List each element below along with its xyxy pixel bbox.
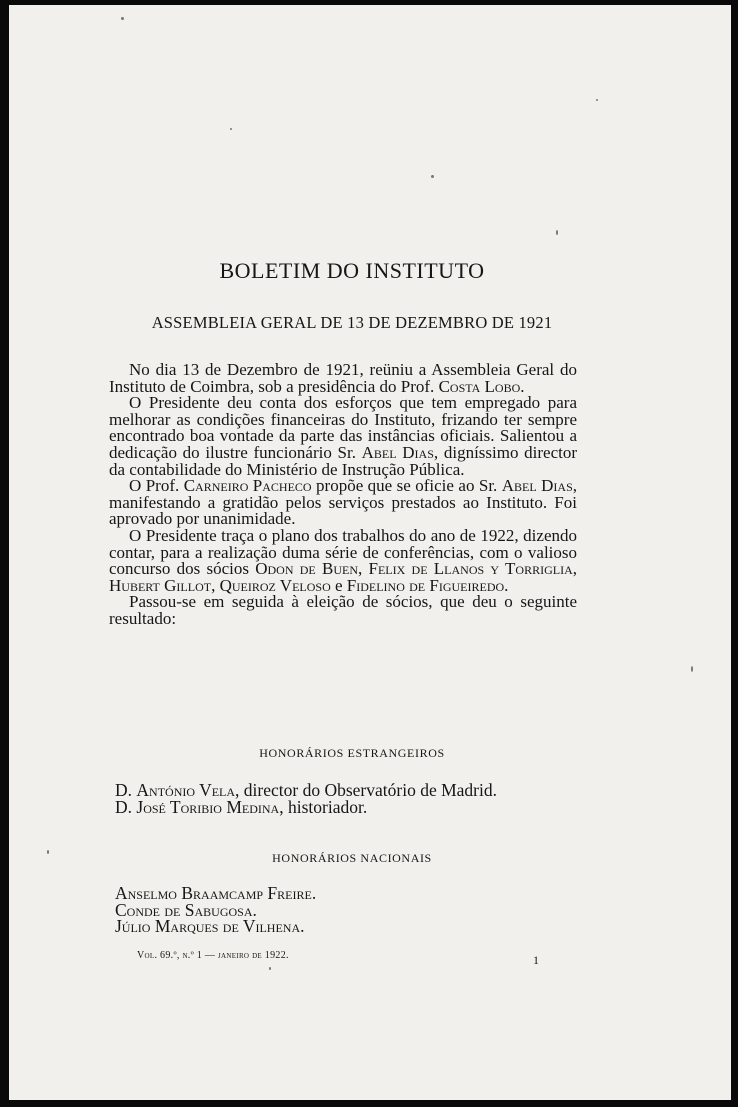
foreign-members-list <box>115 782 497 815</box>
person-name: Abel Dias <box>361 442 434 462</box>
person-name: Fidelino de Figueiredo <box>346 575 505 595</box>
member-description: . <box>311 883 317 903</box>
paragraph-work-plan <box>109 525 577 595</box>
member-name: Anselmo Braamcamp Freire <box>115 883 312 903</box>
paragraph-text: , digníssimo director da contabilidade do Ministério de Instrução Pública. <box>109 442 578 479</box>
paragraph-text: No dia 13 de Dezembro de 1921, reüniu a Assembleia Geral do Instituto de Coimbra, sob a presidência do Prof. <box>109 360 577 396</box>
paragraph-text: , manifestando a gratidão pelos serviços prestados ao Instituto. Foi aprovado por unanimidade. <box>109 476 577 529</box>
section-heading-foreign: HONORÁRIOS ESTRANGEIROS <box>259 746 445 760</box>
person-name: Costa Lobo <box>438 376 521 396</box>
member-name: Júlio Marques de Vilhena <box>115 916 301 936</box>
person-name: Carneiro Pacheco <box>183 476 312 496</box>
paragraph-text: . <box>520 376 525 396</box>
member-description: . <box>300 916 305 936</box>
paragraph-text: propõe que se oficie ao Sr. <box>311 476 502 496</box>
volume-footer: Vol. 69.º, n.º 1 — janeiro de 1922. <box>137 950 289 961</box>
paragraph-text: , <box>572 559 577 579</box>
subtitle-day: 13 <box>347 313 365 332</box>
paragraph-text: O Prof. <box>129 476 184 496</box>
paragraph-opening <box>109 362 577 395</box>
paragraph-text: O Presidente deu conta dos esforços que tem empregado para melhorar as condições financeiras do Instituto, frizando ter sempre encontrado boa vontade da parte das instâncias oficiais. Salientou a dedicação do ilustre funcionário Sr. <box>109 393 577 462</box>
subtitle-mid: DE DEZEMBRO DE <box>368 313 515 332</box>
page-subtitle <box>9 313 695 333</box>
paragraph-text: , <box>211 575 220 595</box>
person-name: Felix de Llanos y Torriglia <box>368 559 573 579</box>
list-item <box>115 918 316 935</box>
paragraph-text: . <box>504 575 509 595</box>
section-heading-national: HONORÁRIOS NACIONAIS <box>272 851 432 865</box>
person-name: Odon de Buen <box>255 559 359 579</box>
paragraph-text: O Presidente traça o plano dos trabalhos do ano de 1922, dizendo contar, para a realização duma série de conferências, com o valioso concurso dos sócios <box>109 525 577 579</box>
paragraph-text: Passou-se em seguida à eleição de sócios, que deu o seguinte resultado: <box>109 592 577 628</box>
member-name: Conde de Sabugosa <box>115 899 253 920</box>
name-prefix: D. <box>115 780 137 800</box>
page-number: 1 <box>533 953 539 967</box>
paragraph-president-report <box>109 395 577 478</box>
national-members-list <box>115 885 316 935</box>
page-title: BOLETIM DO INSTITUTO <box>219 258 485 283</box>
member-name: António Vela <box>136 780 236 800</box>
person-name: Abel Dias <box>501 476 573 496</box>
person-name: Hubert Gillot <box>109 575 212 595</box>
paragraph-proposal <box>109 478 577 528</box>
subtitle-prefix: ASSEMBLEIA GERAL DE <box>151 313 343 332</box>
person-name: Queiroz Veloso <box>219 575 331 595</box>
paragraph-text: , <box>358 559 369 579</box>
member-description: , historiador. <box>279 796 368 817</box>
document-page <box>9 5 731 1100</box>
list-item <box>115 796 497 817</box>
name-prefix: D. <box>115 796 137 817</box>
subtitle-year: 1921 <box>518 313 553 332</box>
minutes-body <box>109 362 577 628</box>
paragraph-text: e <box>330 575 347 595</box>
member-name: José Toribio Medina <box>136 796 280 817</box>
member-description: , director do Observatório de Madrid. <box>235 780 497 800</box>
member-description: . <box>252 899 257 920</box>
paragraph-election <box>109 594 577 627</box>
